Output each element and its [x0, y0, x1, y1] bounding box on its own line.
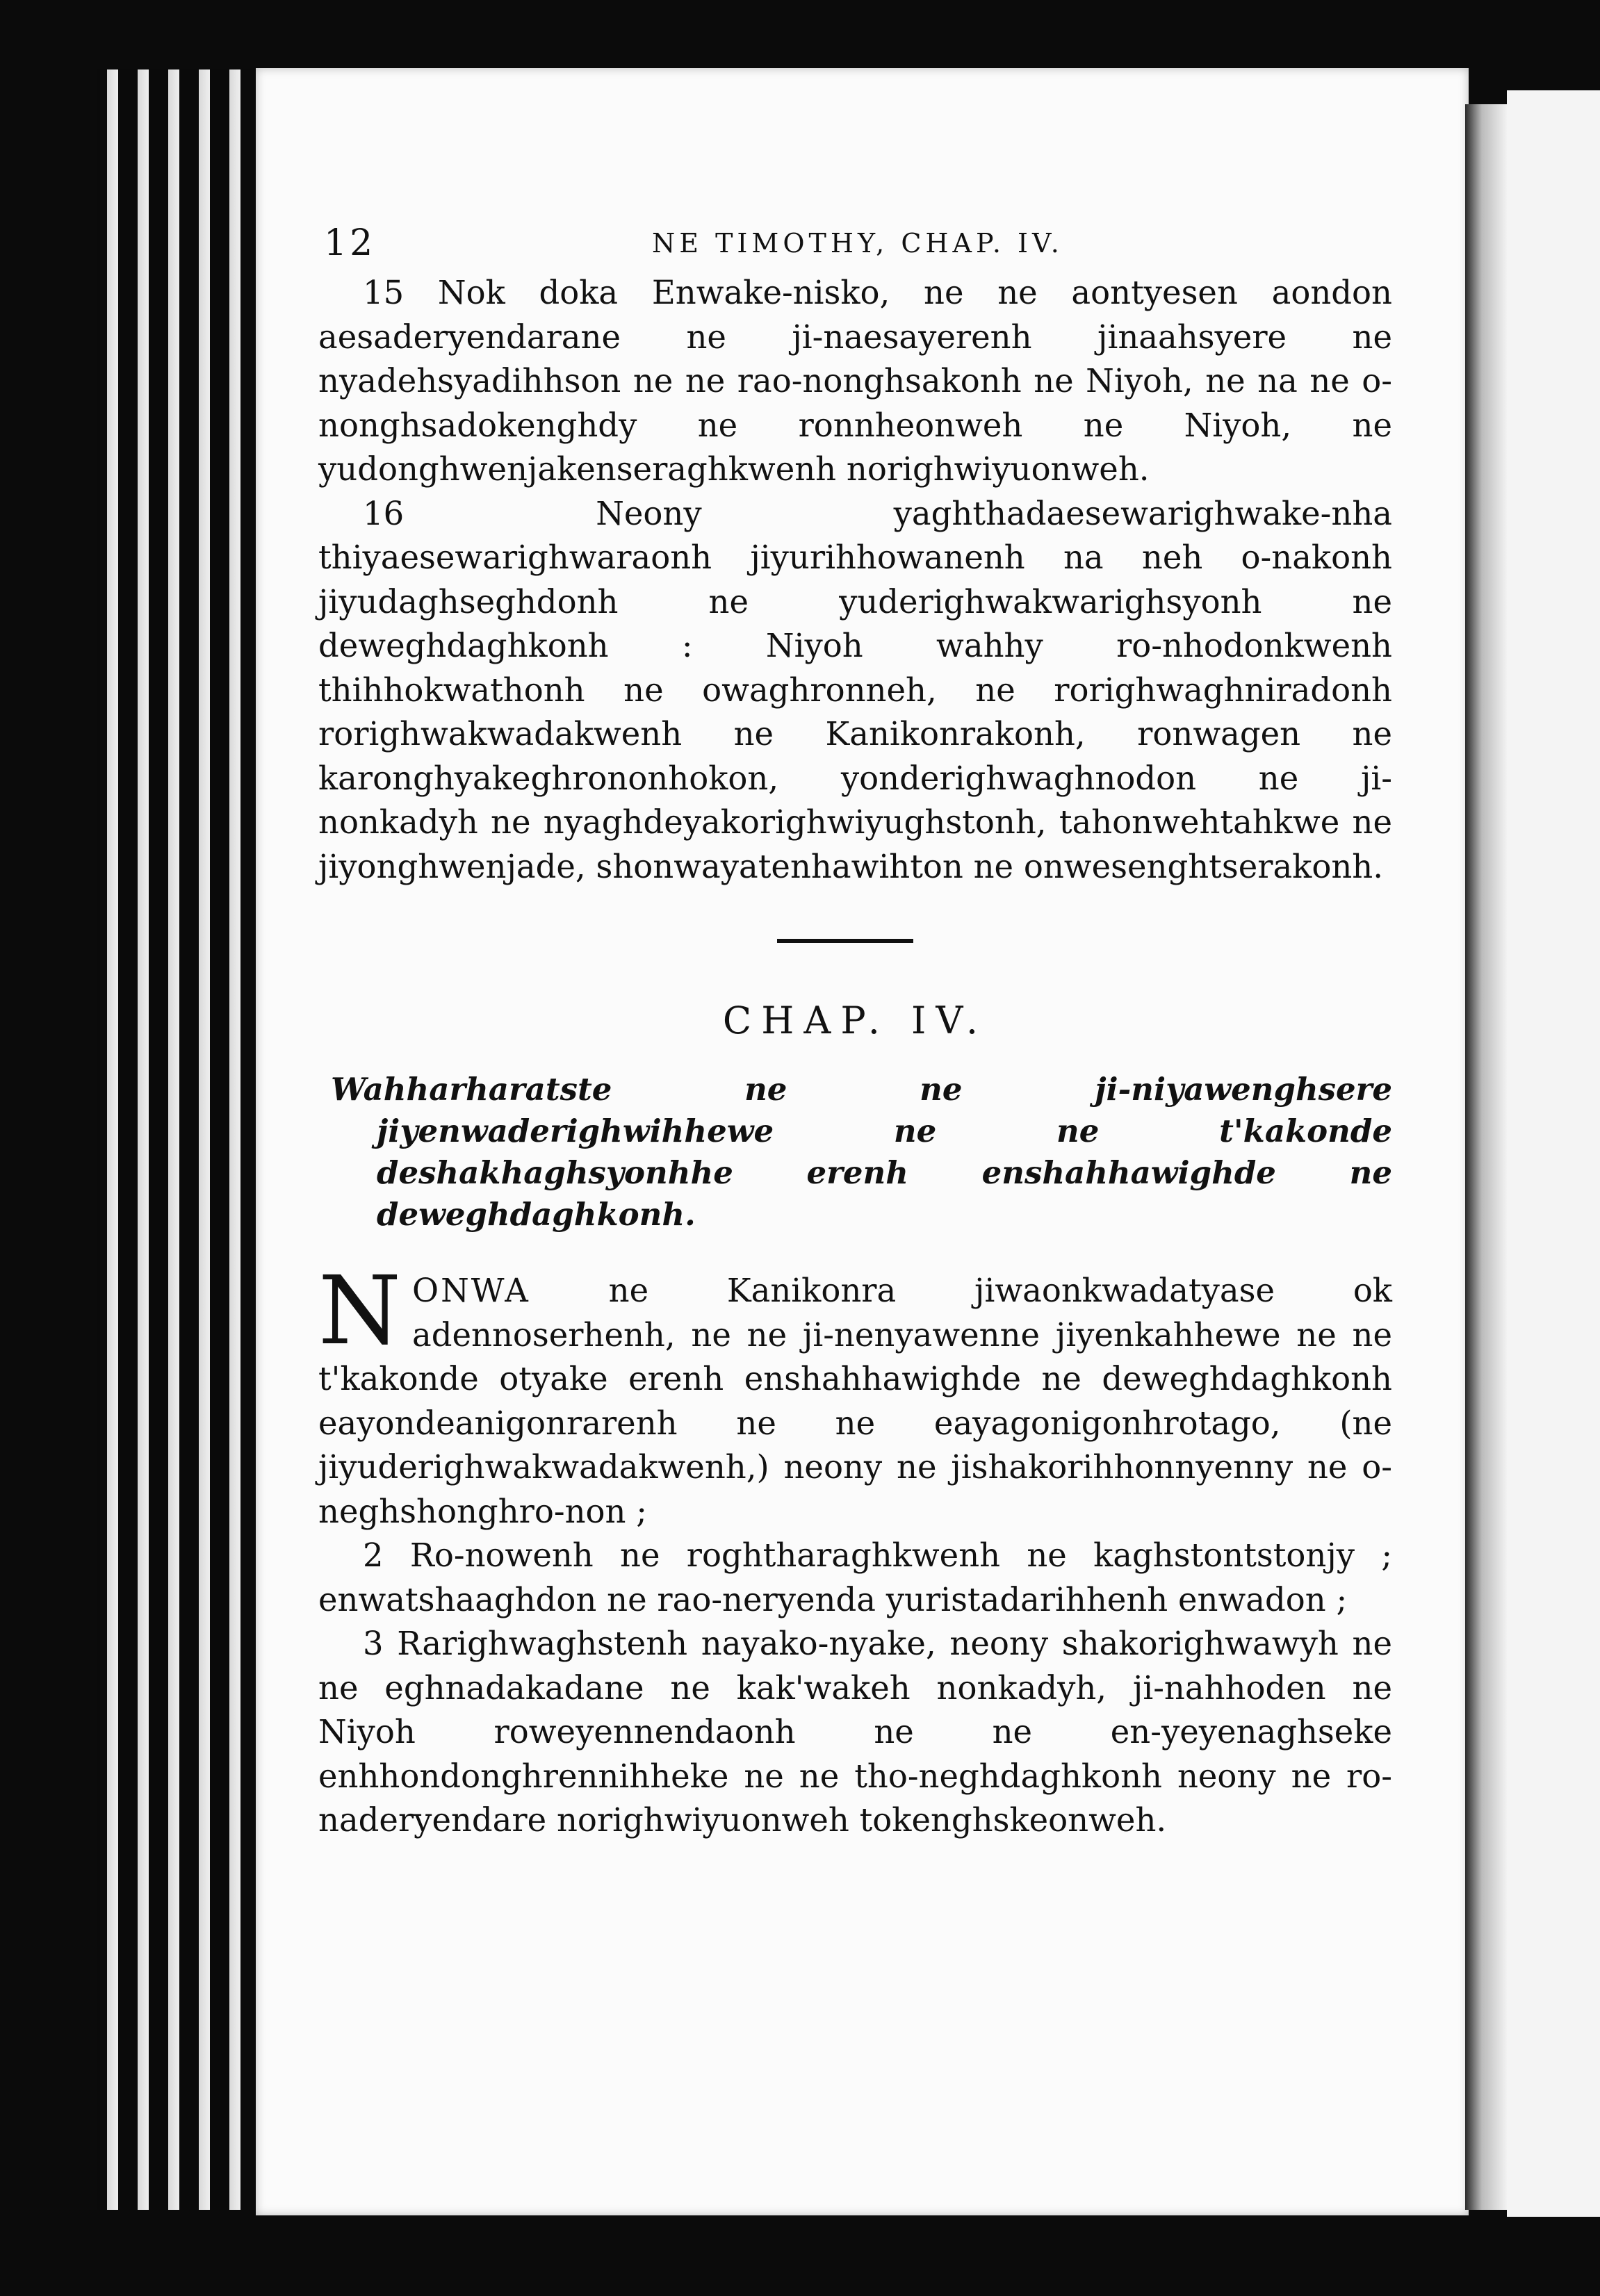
- book-gutter: [1465, 104, 1507, 2210]
- page-header: [318, 222, 1392, 271]
- chapter-title: CHAP. IV.: [722, 999, 988, 1042]
- page-number: 12: [324, 222, 376, 264]
- verse-1-text: ne Kanikonra jiwaonkwadatyase ok adennoserhenh, ne ne ji-nenyawenne jiyenkahhewe ne ne t'kakonde otyake erenh enshahhawighde ne deweghdaghkonh eayondeanigonrarenh ne ne eayagonigonhrotago, (ne jiyuderighwakwadakwenh,) neony ne jishakorihhonnyenny ne o-neghshonghro-non ;: [318, 1272, 1392, 1530]
- verse-2: 2 Ro-nowenh ne roghtharaghkwenh ne kaghstontstonjy ; enwatshaaghdon ne rao-neryenda yuristadarihhenh enwadon ;: [318, 1536, 1392, 1618]
- verse-16: 16 Neony yaghthadaesewarighwake-nha thiyaesewarighwaraonh jiyurihhowanenh na neh o-nakonh jiyudaghseghdonh ne yuderighwakwarighsyonh ne deweghdaghkonh : Niyoh wahhy ro-nhodonkwenh thihhokwathonh ne owaghronneh, ne rorighwaghniradonh rorighwakwadakwenh ne Kanikonrakonh, ronwagen ne karonghyakeghrononhokon, yonderighwaghnodon ne ji-nonkadyh ne nyaghdeyakorighwiyughstonh, tahonwehtahkwe ne jiyonghwenjade, shonwayatenhawihton ne onwesenghtserakonh.: [318, 494, 1392, 885]
- drop-cap: N: [318, 1256, 401, 1366]
- running-head: NE TIMOTHY, CHAP. IV.: [652, 228, 1063, 259]
- verse-3: 3 Rarighwaghstenh nayako-nyake, neony shakorighwawyh ne ne eghnadakadane ne kak'wakeh nonkadyh, ji-nahhoden ne Niyoh roweyennendaonh ne ne en-yeyenaghseke enhhondonghrennihheke ne ne tho-neghdaghkonh neony ne ro-naderyendare norighwiyuonweh tokenghskeonweh.: [318, 1625, 1392, 1839]
- chapter-summary: Wahharharatste ne ne ji-niyawenghsere jiyenwaderighwihhewe ne ne t'kakonde deshakhaghsyonhhe erenh enshahhawighde ne deweghdaghkonh.: [331, 1071, 1392, 1233]
- facing-page-edge: [1507, 90, 1600, 2217]
- book-page-edges: [97, 69, 264, 2210]
- page-content: [318, 222, 1392, 1843]
- opening-word: ONWA: [412, 1272, 530, 1309]
- verse-1: [318, 1256, 1392, 1534]
- verse-15: 15 Nok doka Enwake-nisko, ne ne aontyesen aondon aesaderyendarane ne ji-naesayerenh jinaahsyere ne nyadehsyadihhson ne ne rao-nonghsakonh ne Niyoh, ne na ne o-nonghsadokenghdy ne ronnheonweh ne Niyoh, ne yudonghwenjakenseraghkwenh norighwiyuonweh.: [318, 274, 1392, 488]
- section-divider: [777, 939, 913, 943]
